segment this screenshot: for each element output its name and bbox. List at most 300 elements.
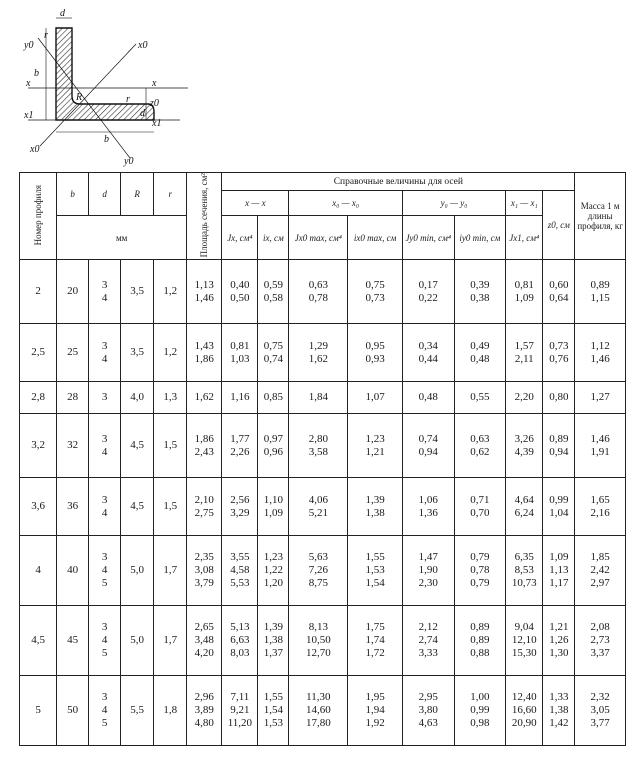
cell-Jx0max-value: 1,29 — [308, 339, 328, 352]
cell-ix0max-value: 1,92 — [365, 717, 385, 730]
cell-Jx0max-value: 10,50 — [305, 634, 331, 647]
cell-ix-value: 0,58 — [263, 291, 284, 304]
cell-ix — [258, 414, 289, 478]
table-body — [20, 260, 626, 746]
cell-ix0max-value: 1,07 — [365, 391, 385, 404]
cell-Jx — [222, 382, 258, 414]
header-area: Площадь сечения, см² — [187, 173, 222, 260]
cell-Jx1-value: 1,09 — [514, 291, 534, 304]
cell-Jx0max-value: 12,70 — [305, 647, 331, 660]
cell-ix0max-value: 1,95 — [365, 691, 385, 704]
cell-d-value: 5 — [101, 717, 108, 730]
cell-Jx0max-value: 7,26 — [308, 564, 328, 577]
cell-Jx-value: 2,56 — [230, 493, 250, 506]
cell-iy0min — [454, 478, 506, 536]
cell-area — [187, 324, 222, 382]
cell-Jy0min-value: 4,63 — [418, 717, 438, 730]
cell-Jx-value: 2,26 — [230, 445, 250, 458]
cell-area-value: 2,43 — [194, 445, 214, 458]
label-R: R — [76, 92, 83, 103]
cell-b: 36 — [57, 478, 89, 536]
cell-d-value: 4 — [101, 634, 108, 647]
header-axis-y0: y₀ — y₀ — [402, 191, 505, 216]
cell-z0-value: 0,60 — [549, 278, 569, 291]
cell-Jx0max — [289, 382, 348, 414]
cell-area — [187, 382, 222, 414]
table-row — [20, 536, 626, 606]
cell-r: 1,5 — [154, 478, 187, 536]
cell-iy0min-value: 0,78 — [470, 564, 490, 577]
cell-Jx0max-value: 14,60 — [305, 704, 331, 717]
cell-iy0min — [454, 606, 506, 676]
cell-R: 5,0 — [121, 606, 154, 676]
cell-d — [89, 260, 121, 324]
cell-ix0max-value: 1,39 — [365, 493, 385, 506]
cell-iy0min-value: 0,79 — [470, 551, 490, 564]
cell-Jy0min — [402, 536, 454, 606]
cell-profile-no: 2 — [20, 260, 57, 324]
cell-z0 — [543, 382, 575, 414]
cell-area-value: 3,89 — [194, 704, 214, 717]
cell-profile-no: 5 — [20, 676, 57, 746]
cell-ix0max-value: 1,38 — [365, 506, 385, 519]
cell-iy0min-value: 0,70 — [470, 506, 490, 519]
cell-d-value: 3 — [101, 691, 108, 704]
cell-Jx0max — [289, 260, 348, 324]
label-x1-left: x1 — [24, 110, 34, 121]
cell-Jx-value: 3,29 — [230, 506, 250, 519]
cell-area — [187, 260, 222, 324]
cell-area-value: 1,43 — [194, 339, 214, 352]
cell-z0-value: 1,42 — [549, 717, 569, 730]
label-x0-bottom: x0 — [30, 144, 40, 155]
cell-ix0max — [348, 536, 403, 606]
header-axis-x0: x₀ — x₀ — [289, 191, 403, 216]
cell-area-value: 3,08 — [194, 564, 214, 577]
cell-Jx-value: 1,77 — [230, 432, 250, 445]
cell-iy0min-value: 0,98 — [470, 717, 490, 730]
cell-ix-value: 1,39 — [263, 621, 284, 634]
cell-Jx-value: 0,50 — [230, 291, 250, 304]
table-row — [20, 414, 626, 478]
cell-Jx1-value: 2,20 — [514, 391, 534, 404]
cell-Jx0max-value: 4,06 — [308, 493, 328, 506]
cell-Jx-value: 11,20 — [227, 717, 253, 730]
label-b-bottom: b — [104, 134, 109, 145]
cell-ix0max-value: 1,74 — [365, 634, 385, 647]
table-row — [20, 260, 626, 324]
cell-r: 1,7 — [154, 606, 187, 676]
cell-Jx0max-value: 2,80 — [308, 432, 328, 445]
cell-b: 32 — [57, 414, 89, 478]
cell-d-value: 3 — [101, 432, 108, 445]
cell-d-value: 4 — [101, 704, 108, 717]
cell-d — [89, 324, 121, 382]
cell-mass-value: 1,15 — [590, 291, 610, 304]
cell-Jx1 — [506, 260, 543, 324]
cell-mass-value: 1,46 — [590, 432, 610, 445]
cell-ix0max — [348, 382, 403, 414]
cell-mass-value: 3,05 — [590, 704, 610, 717]
header-iy0min: iy0 min, см — [454, 216, 506, 260]
cell-mass-value: 2,73 — [590, 634, 610, 647]
cell-d — [89, 536, 121, 606]
cell-area-value: 1,62 — [194, 391, 214, 404]
cell-Jx — [222, 260, 258, 324]
cell-profile-no: 3,6 — [20, 478, 57, 536]
cell-Jx-value: 7,11 — [230, 691, 250, 704]
cell-Jx-value: 5,53 — [230, 577, 250, 590]
cell-d-value: 3 — [101, 493, 108, 506]
cell-z0-value: 0,73 — [549, 339, 569, 352]
cell-b: 25 — [57, 324, 89, 382]
cell-ix0max — [348, 414, 403, 478]
cell-profile-no: 2,8 — [20, 382, 57, 414]
header-R: R — [121, 173, 154, 216]
header-Jx1: Jx1, см⁴ — [506, 216, 543, 260]
cell-ix-value: 0,74 — [263, 352, 284, 365]
cell-Jx-value: 5,13 — [230, 621, 250, 634]
cell-z0-value: 1,30 — [549, 647, 569, 660]
cell-Jy0min-value: 2,74 — [418, 634, 438, 647]
cell-iy0min — [454, 676, 506, 746]
cell-Jy0min-value: 0,22 — [418, 291, 438, 304]
cell-ix0max-value: 1,23 — [365, 432, 385, 445]
cell-z0-value: 0,94 — [549, 445, 569, 458]
cell-ix-value: 1,09 — [263, 506, 284, 519]
cell-area-value: 3,48 — [194, 634, 214, 647]
cell-Jx1 — [506, 676, 543, 746]
cell-z0 — [543, 414, 575, 478]
cell-mass-value: 0,89 — [590, 278, 610, 291]
cell-Jx0max — [289, 536, 348, 606]
cell-ix-value: 1,23 — [263, 551, 284, 564]
cell-R: 4,5 — [121, 478, 154, 536]
cell-z0-value: 0,76 — [549, 352, 569, 365]
cell-Jx0max — [289, 606, 348, 676]
cell-Jx0max-value: 3,58 — [308, 445, 328, 458]
cell-R: 5,5 — [121, 676, 154, 746]
cell-Jx-value: 1,16 — [230, 391, 250, 404]
cell-area — [187, 478, 222, 536]
cell-ix0max-value: 1,54 — [365, 577, 385, 590]
cell-mass-value: 1,91 — [590, 445, 610, 458]
cell-iy0min — [454, 382, 506, 414]
header-ix0max: ix0 max, см — [348, 216, 403, 260]
cell-Jx0max — [289, 324, 348, 382]
y0-axis-line — [38, 38, 130, 158]
header-Jx0max: Jx0 max, см⁴ — [289, 216, 348, 260]
cell-Jx-value: 3,55 — [230, 551, 250, 564]
cell-ix-value: 0,96 — [263, 445, 284, 458]
cell-Jx0max — [289, 414, 348, 478]
cell-iy0min-value: 0,89 — [470, 621, 490, 634]
cell-Jx1-value: 3,26 — [514, 432, 534, 445]
header-Jy0min: Jy0 min, см⁴ — [402, 216, 454, 260]
cell-Jx0max-value: 0,63 — [308, 278, 328, 291]
cell-Jy0min-value: 2,30 — [418, 577, 438, 590]
cell-z0-value: 0,89 — [549, 432, 569, 445]
cell-Jx-value: 4,58 — [230, 564, 250, 577]
cell-mass-value: 3,77 — [590, 717, 610, 730]
cell-profile-no: 4 — [20, 536, 57, 606]
cell-R: 5,0 — [121, 536, 154, 606]
cell-d-value: 5 — [101, 647, 108, 660]
cell-z0 — [543, 606, 575, 676]
cell-mass-value: 2,16 — [590, 506, 610, 519]
cell-iy0min-value: 0,89 — [470, 634, 490, 647]
cell-iy0min — [454, 536, 506, 606]
cell-Jx1-value: 4,39 — [514, 445, 534, 458]
cell-mass-value: 1,27 — [590, 391, 610, 404]
cell-z0 — [543, 676, 575, 746]
cell-d-value: 3 — [101, 391, 108, 404]
cell-iy0min — [454, 414, 506, 478]
cell-mass-value: 1,46 — [590, 352, 610, 365]
cell-Jx1-value: 4,64 — [514, 493, 534, 506]
cell-z0 — [543, 536, 575, 606]
cell-mass — [575, 260, 626, 324]
cell-ix-value: 1,20 — [263, 577, 284, 590]
cell-d-value: 4 — [101, 352, 108, 365]
cell-Jx-value: 6,63 — [230, 634, 250, 647]
cell-z0-value: 1,21 — [549, 621, 569, 634]
cell-profile-no: 3,2 — [20, 414, 57, 478]
cell-mass-value: 2,97 — [590, 577, 610, 590]
cell-Jx-value: 9,21 — [230, 704, 250, 717]
cell-Jx1-value: 8,53 — [514, 564, 534, 577]
cell-Jx — [222, 676, 258, 746]
cell-Jy0min — [402, 414, 454, 478]
cell-area-value: 1,13 — [194, 278, 214, 291]
cell-area-value: 2,65 — [194, 621, 214, 634]
cell-mass — [575, 536, 626, 606]
cell-ix0max-value: 1,94 — [365, 704, 385, 717]
cell-Jx1-value: 16,60 — [511, 704, 537, 717]
cell-r: 1,3 — [154, 382, 187, 414]
header-r: r — [154, 173, 187, 216]
cell-ix — [258, 536, 289, 606]
cell-Jx — [222, 324, 258, 382]
cell-area-value: 4,80 — [194, 717, 214, 730]
cell-Jy0min — [402, 382, 454, 414]
cell-Jy0min-value: 3,33 — [418, 647, 438, 660]
cell-iy0min-value: 0,62 — [470, 445, 490, 458]
cell-Jx1 — [506, 414, 543, 478]
cell-iy0min-value: 0,79 — [470, 577, 490, 590]
cell-ix0max-value: 1,53 — [365, 564, 385, 577]
cell-b: 28 — [57, 382, 89, 414]
cell-iy0min-value: 0,63 — [470, 432, 490, 445]
cell-Jx0max-value: 17,80 — [305, 717, 331, 730]
cell-Jy0min — [402, 676, 454, 746]
cell-z0-value: 0,80 — [549, 391, 569, 404]
cell-area-value: 2,96 — [194, 691, 214, 704]
cell-mass — [575, 478, 626, 536]
cell-d-value: 4 — [101, 291, 108, 304]
cell-Jx1-value: 20,90 — [511, 717, 537, 730]
cell-Jx0max — [289, 676, 348, 746]
cell-ix-value: 0,59 — [263, 278, 284, 291]
cell-ix0max-value: 0,75 — [365, 278, 385, 291]
cell-Jy0min-value: 0,74 — [418, 432, 438, 445]
cell-iy0min-value: 1,00 — [470, 691, 490, 704]
cell-mass-value: 2,32 — [590, 691, 610, 704]
cell-Jy0min-value: 1,06 — [418, 493, 438, 506]
cell-ix — [258, 260, 289, 324]
cell-Jy0min-value: 1,90 — [418, 564, 438, 577]
cell-Jy0min-value: 0,44 — [418, 352, 438, 365]
cell-Jx1 — [506, 536, 543, 606]
cell-ix-value: 0,85 — [263, 391, 284, 404]
cell-R: 4,5 — [121, 414, 154, 478]
cell-b: 45 — [57, 606, 89, 676]
cell-Jx1-value: 6,35 — [514, 551, 534, 564]
label-x1-right: x1 — [152, 118, 162, 129]
header-Jx: Jx, см⁴ — [222, 216, 258, 260]
cell-R: 3,5 — [121, 260, 154, 324]
cell-mass-value: 2,42 — [590, 564, 610, 577]
cell-Jy0min-value: 0,94 — [418, 445, 438, 458]
cell-Jy0min — [402, 606, 454, 676]
cell-mass-value: 2,08 — [590, 621, 610, 634]
cell-Jx1 — [506, 606, 543, 676]
cell-d — [89, 382, 121, 414]
cell-Jx-value: 0,40 — [230, 278, 250, 291]
label-x-left: x — [26, 78, 31, 89]
label-r-top: r — [44, 30, 48, 41]
cell-ix0max — [348, 478, 403, 536]
cell-Jx1-value: 10,73 — [511, 577, 537, 590]
cell-Jx0max-value: 1,84 — [308, 391, 328, 404]
cell-ix0max-value: 1,55 — [365, 551, 385, 564]
cell-ix0max-value: 1,75 — [365, 621, 385, 634]
cell-Jx1 — [506, 324, 543, 382]
cell-mass-value: 3,37 — [590, 647, 610, 660]
cell-b: 20 — [57, 260, 89, 324]
cell-Jx — [222, 478, 258, 536]
header-axis-x: x — x — [222, 191, 289, 216]
cell-d — [89, 414, 121, 478]
header-mass: Масса 1 м длины профиля, кг — [575, 173, 626, 260]
cell-Jx1-value: 12,10 — [511, 634, 537, 647]
cell-mass-value: 1,65 — [590, 493, 610, 506]
cell-ix-value: 1,55 — [263, 691, 284, 704]
cell-iy0min-value: 0,88 — [470, 647, 490, 660]
cell-Jy0min — [402, 260, 454, 324]
cell-Jx1-value: 0,81 — [514, 278, 534, 291]
cell-mass-value: 1,12 — [590, 339, 610, 352]
cell-ix0max — [348, 260, 403, 324]
angle-profile-diagram — [20, 8, 160, 168]
cell-ix0max-value: 0,93 — [365, 352, 385, 365]
cell-r: 1,5 — [154, 414, 187, 478]
cell-r: 1,2 — [154, 260, 187, 324]
cell-mass-value: 1,85 — [590, 551, 610, 564]
cell-Jy0min — [402, 478, 454, 536]
cell-area-value: 2,10 — [194, 493, 214, 506]
cell-iy0min-value: 0,55 — [470, 391, 490, 404]
label-r-right: r — [126, 94, 130, 105]
cell-ix-value: 0,97 — [263, 432, 284, 445]
cell-R: 3,5 — [121, 324, 154, 382]
cell-Jy0min-value: 2,12 — [418, 621, 438, 634]
header-d: d — [89, 173, 121, 216]
cell-area — [187, 414, 222, 478]
cell-ix0max — [348, 324, 403, 382]
cell-Jx0max-value: 5,63 — [308, 551, 328, 564]
label-d-bottom: d — [140, 108, 145, 119]
cell-Jx1-value: 9,04 — [514, 621, 534, 634]
cell-z0-value: 0,64 — [549, 291, 569, 304]
cell-Jx1-value: 1,57 — [514, 339, 534, 352]
cell-d — [89, 676, 121, 746]
cell-area-value: 4,20 — [194, 647, 214, 660]
cell-d-value: 3 — [101, 339, 108, 352]
cell-r: 1,2 — [154, 324, 187, 382]
cell-z0 — [543, 260, 575, 324]
cell-iy0min-value: 0,39 — [470, 278, 490, 291]
table-row — [20, 478, 626, 536]
cell-Jx — [222, 606, 258, 676]
cell-area — [187, 536, 222, 606]
header-reference-values: Справочные величины для осей — [222, 173, 575, 191]
cell-area-value: 1,86 — [194, 432, 214, 445]
cell-area-value: 1,46 — [194, 291, 214, 304]
cell-ix-value: 1,54 — [263, 704, 284, 717]
header-b: b — [57, 173, 89, 216]
cell-Jy0min-value: 2,95 — [418, 691, 438, 704]
cell-area-value: 1,86 — [194, 352, 214, 365]
cell-iy0min-value: 0,49 — [470, 339, 490, 352]
cell-Jy0min-value: 0,48 — [418, 391, 438, 404]
table-row — [20, 676, 626, 746]
cell-profile-no: 4,5 — [20, 606, 57, 676]
cell-iy0min — [454, 260, 506, 324]
cell-Jx0max-value: 8,75 — [308, 577, 328, 590]
cell-ix-value: 1,10 — [263, 493, 284, 506]
header-z0: z0, см — [543, 191, 575, 260]
cell-z0-value: 0,99 — [549, 493, 569, 506]
cell-area-value: 3,79 — [194, 577, 214, 590]
header-axis-x1: x₁ — x₁ — [506, 191, 543, 216]
cell-z0-value: 1,04 — [549, 506, 569, 519]
cell-d-value: 3 — [101, 278, 108, 291]
angle-steel-table — [19, 172, 626, 746]
label-y0-top: y0 — [24, 40, 34, 51]
cell-ix — [258, 382, 289, 414]
cell-ix — [258, 606, 289, 676]
cell-Jx0max-value: 11,30 — [306, 691, 331, 704]
cell-area-value: 2,35 — [194, 551, 214, 564]
cell-ix — [258, 676, 289, 746]
cell-b: 40 — [57, 536, 89, 606]
table-row — [20, 324, 626, 382]
cell-mass — [575, 606, 626, 676]
cell-r: 1,8 — [154, 676, 187, 746]
cell-Jx0max-value: 1,62 — [308, 352, 328, 365]
header-mm: мм — [57, 216, 187, 260]
table-row — [20, 382, 626, 414]
cell-z0-value: 1,13 — [549, 564, 569, 577]
cell-Jx1-value: 6,24 — [514, 506, 534, 519]
cell-iy0min — [454, 324, 506, 382]
cell-ix0max-value: 0,95 — [365, 339, 385, 352]
cell-b: 50 — [57, 676, 89, 746]
header-profile-no: Номер профиля — [20, 173, 57, 260]
cell-d-value: 5 — [101, 577, 108, 590]
cell-Jx-value: 8,03 — [230, 647, 250, 660]
